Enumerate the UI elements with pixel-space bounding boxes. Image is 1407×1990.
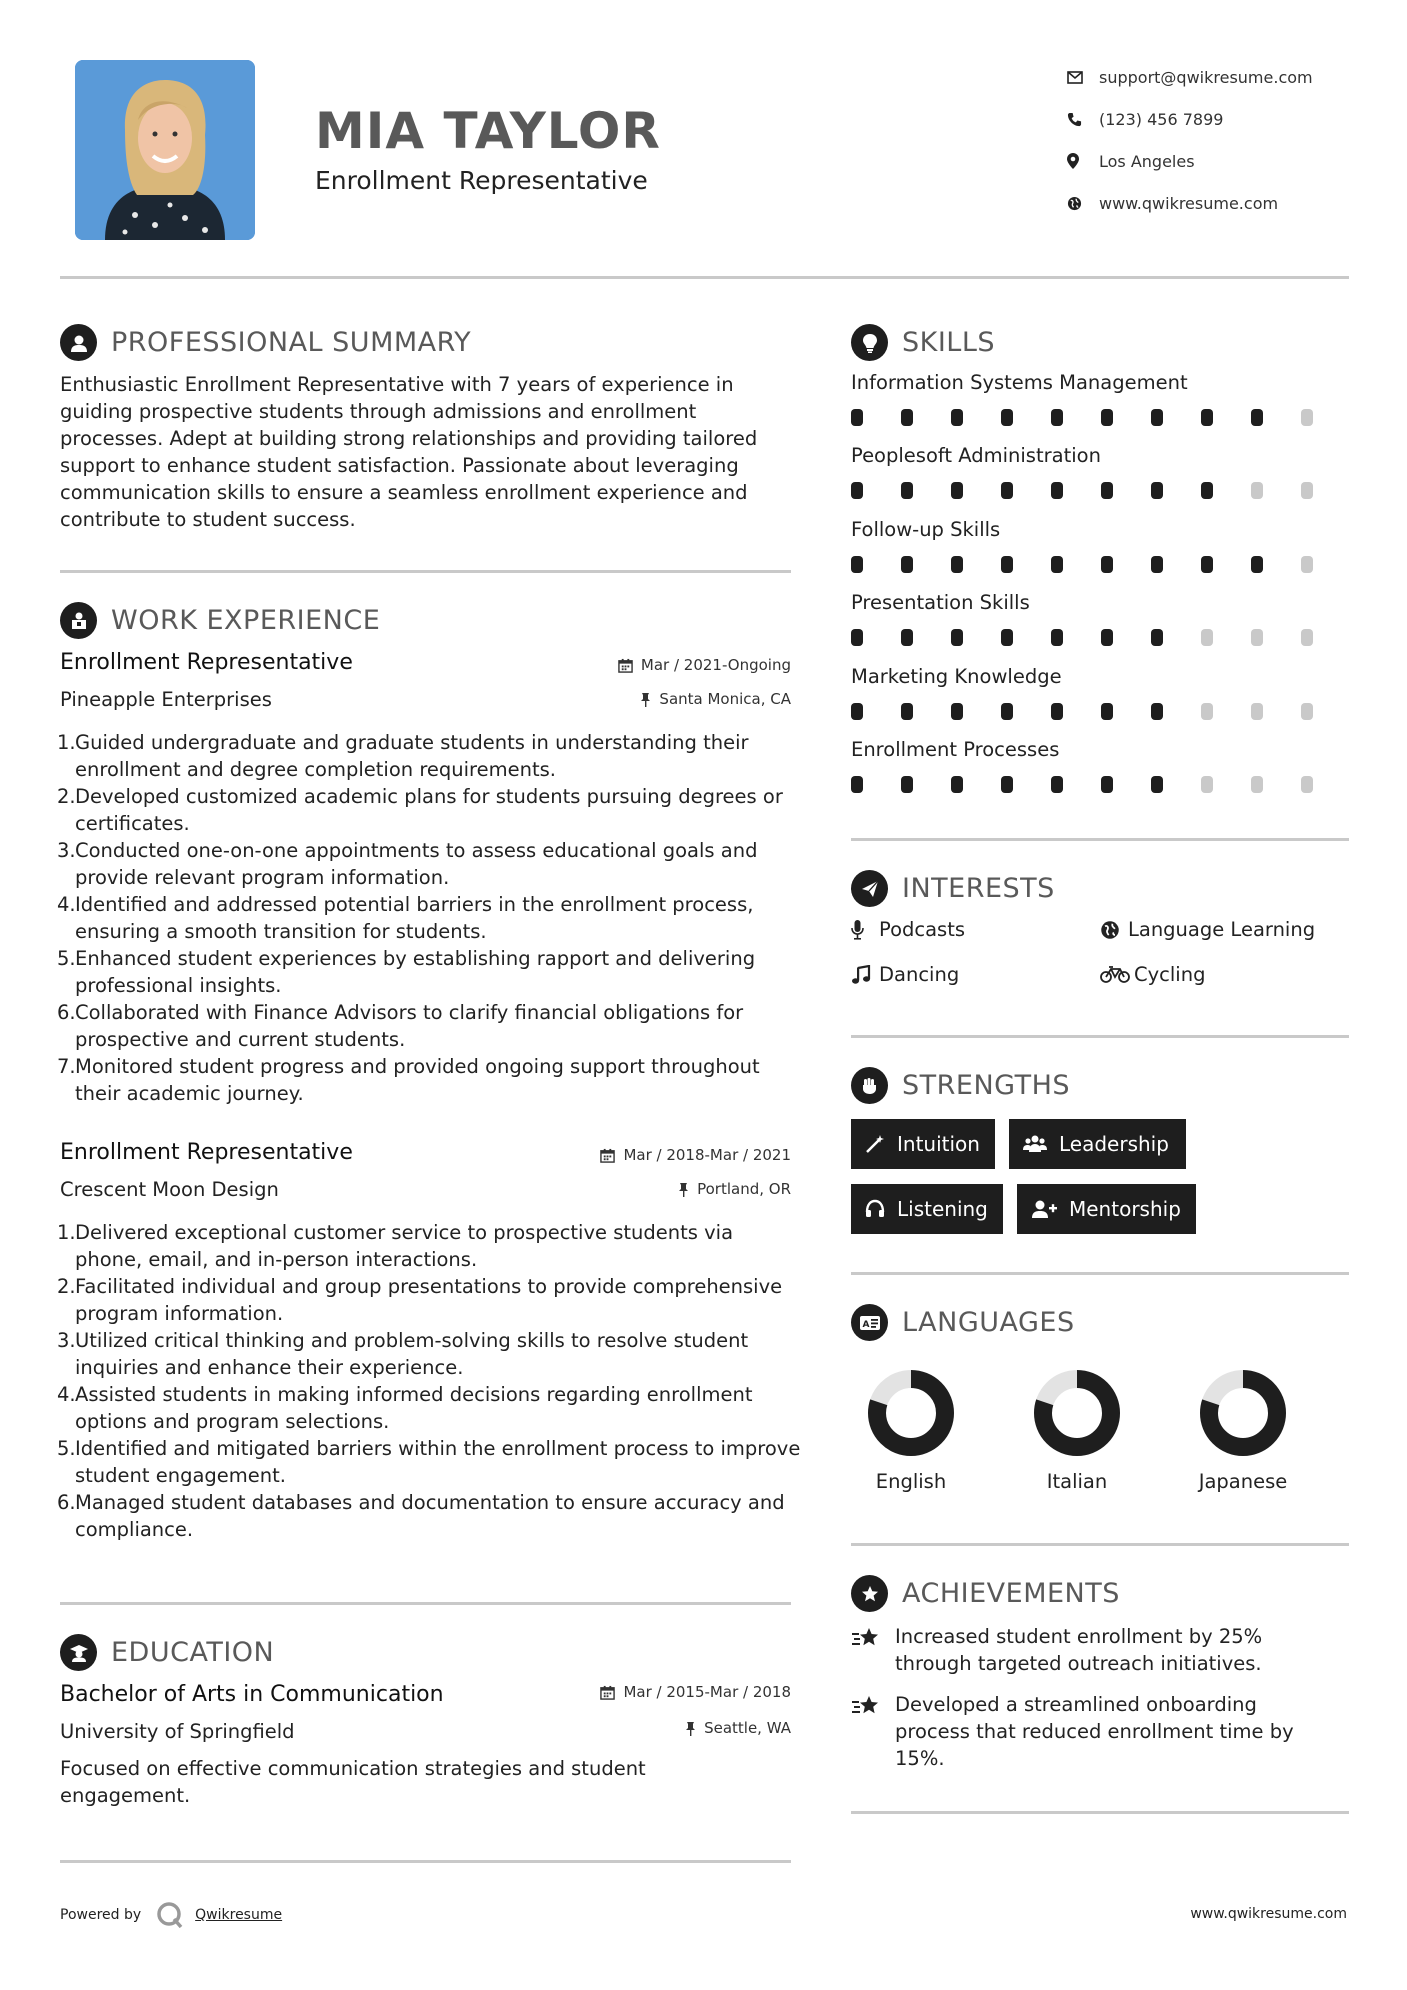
rating-dot [1101,482,1113,499]
education-dates [500,1683,791,1701]
work-heading [60,602,380,639]
bicycle-icon [1100,966,1134,984]
user-plus-icon [1031,1199,1057,1219]
job-2-location [500,1180,791,1198]
calendar-icon [600,1685,615,1700]
skill-row [851,518,1351,573]
rating-dot [1051,482,1063,499]
strength-label: Leadership [1059,1132,1169,1156]
achievement-text: Developed a streamlined onboarding process that reduced enrollment time by 15%. [895,1693,1294,1770]
rating-dot [1051,703,1063,720]
list-item: 2. Facilitated individual and group presentations to provide comprehensive program information. [57,1275,783,1325]
star-badge-icon [851,1575,888,1612]
rating-dot [901,482,913,499]
rating-dot [1301,556,1313,573]
achievement-item-1 [851,1623,1335,1677]
skill-rating [851,629,1351,646]
rating-dot [1001,556,1013,573]
magic-wand-icon [865,1134,885,1154]
language-label: English [875,1470,947,1493]
list-item: 4. Assisted students in making informed decisions regarding enrollment options and program selections. [57,1383,753,1433]
interest-label: Cycling [1134,963,1206,986]
list-item: 3. Conducted one-on-one appointments to assess educational goals and provide relevant program information. [57,839,758,889]
footer-website[interactable]: www.qwikresume.com [1190,1906,1347,1922]
education-dates-text: Mar / 2015-Mar / 2018 [623,1683,791,1701]
job-1-dates-text: Mar / 2021-Ongoing [640,656,791,674]
job-1-dates [500,656,791,674]
rating-dot [1151,482,1163,499]
job-2-company: Crescent Moon Design [60,1178,279,1201]
list-item: 5. Enhanced student experiences by establishing rapport and delivering professional insights. [57,947,756,997]
education-location [500,1719,791,1737]
rating-dot [851,556,863,573]
strength-badge-intuition [851,1119,995,1169]
skill-row [851,591,1351,646]
star-trophy-icon [851,1691,895,1772]
list-item: 1. Guided undergraduate and graduate students in understanding their enrollment and degree completion requirements. [57,731,749,781]
achievement-item-2 [851,1691,1335,1772]
rating-dot [1251,776,1263,793]
skills-title: SKILLS [902,327,996,358]
achievements-heading [851,1575,1120,1612]
rating-dot [1301,409,1313,426]
interest-dancing [851,963,959,986]
job-2-dates-text: Mar / 2018-Mar / 2021 [623,1146,791,1164]
rating-dot [901,629,913,646]
work-title: WORK EXPERIENCE [111,605,381,636]
skill-name: Presentation Skills [851,591,1030,614]
headphones-icon [865,1199,885,1219]
language-level-ring [866,1368,956,1458]
microphone-icon [851,920,879,940]
achievements-title: ACHIEVEMENTS [902,1578,1120,1609]
rating-dot [1251,556,1263,573]
contact-email[interactable] [1063,56,1363,98]
contact-website-text: www.qwikresume.com [1099,193,1279,213]
skill-rating [851,703,1351,720]
contact-list [1063,56,1363,224]
list-item: 6. Managed student databases and documentation to ensure accuracy and compliance. [57,1491,785,1541]
rating-dot [1301,776,1313,793]
list-item: 5. Identified and mitigated barriers within the enrollment process to improve student engagement. [57,1437,801,1487]
contact-phone-text: (123) 456 7899 [1099,109,1224,129]
work-divider [60,1602,791,1605]
qwikresume-logo-icon [155,1900,185,1930]
rating-dot [1251,629,1263,646]
education-description: Focused on effective communication strategies and student engagement. [60,1757,646,1807]
rating-dot [1001,703,1013,720]
rating-dot [1201,703,1213,720]
rating-dot [1151,703,1163,720]
skill-row [851,665,1351,720]
job-1-title: Enrollment Representative [60,650,353,675]
paper-plane-icon [851,870,888,907]
rating-dot [1201,776,1213,793]
contact-phone[interactable] [1063,98,1363,140]
summary-heading [60,324,471,361]
skill-name: Information Systems Management [851,371,1188,394]
job-1-location [500,690,791,708]
qwikresume-link[interactable]: Qwikresume [195,1907,283,1923]
strength-badge-listening [851,1184,1003,1234]
languages-title: LANGUAGES [902,1307,1075,1338]
contact-location-text: Los Angeles [1099,151,1195,171]
list-item: 7. Monitored student progress and provided ongoing support throughout their academic journey. [57,1055,760,1105]
interest-cycling [1100,963,1205,986]
education-school: University of Springfield [60,1720,295,1743]
rating-dot [1001,776,1013,793]
skill-row [851,371,1351,426]
music-note-icon [851,965,879,985]
job-1-bullets [57,729,802,1107]
list-item: 1. Delivered exceptional customer service to prospective students via phone, email, and in-person interactions. [57,1221,734,1271]
calendar-icon [600,1148,615,1163]
rating-dot [1151,409,1163,426]
achievements-divider [851,1811,1349,1814]
skill-name: Marketing Knowledge [851,665,1062,688]
interest-label: Dancing [879,963,960,986]
rating-dot [851,409,863,426]
rating-dot [1001,409,1013,426]
rating-dot [1251,409,1263,426]
rating-dot [1101,629,1113,646]
rating-dot [1301,482,1313,499]
rating-dot [951,409,963,426]
rating-dot [1051,409,1063,426]
skill-rating [851,776,1351,793]
rating-dot [1051,556,1063,573]
powered-by-text: Powered by [60,1907,142,1923]
interest-label: Podcasts [879,918,966,941]
job-2-title: Enrollment Representative [60,1140,353,1165]
language-label: Japanese [1198,1470,1288,1493]
skill-row [851,444,1351,499]
rating-dot [901,776,913,793]
language-label: Italian [1046,1470,1108,1493]
rating-dot [1201,629,1213,646]
skill-name: Peoplesoft Administration [851,444,1101,467]
interest-podcasts [851,918,965,941]
strengths-divider [851,1272,1349,1275]
job-2-bullets [57,1219,802,1543]
language-card-icon [851,1304,888,1341]
skill-row [851,738,1351,793]
header-divider [60,276,1349,279]
list-item: 2. Developed customized academic plans for students pursuing degrees or certificates. [57,785,783,835]
rating-dot [851,629,863,646]
rating-dot [1101,409,1113,426]
summary-divider [60,570,791,573]
contact-location [1063,140,1363,182]
rating-dot [951,703,963,720]
skills-divider [851,838,1349,841]
list-item: 6. Collaborated with Finance Advisors to clarify financial obligations for prospective and current students. [57,1001,744,1051]
rating-dot [851,776,863,793]
rating-dot [1101,776,1113,793]
strength-label: Mentorship [1069,1197,1181,1221]
rating-dot [1301,703,1313,720]
education-location-text: Seattle, WA [704,1719,791,1737]
candidate-name: MIA TAYLOR [315,102,661,160]
skill-rating [851,482,1351,499]
rating-dot [1301,629,1313,646]
profile-photo [75,60,255,240]
language-item [1173,1368,1313,1493]
skill-name: Follow-up Skills [851,518,1001,541]
languages-divider [851,1543,1349,1546]
language-item [841,1368,981,1493]
rating-dot [1101,556,1113,573]
footer-powered-by [60,1900,282,1930]
pin-icon [678,1182,689,1197]
summary-title: PROFESSIONAL SUMMARY [111,327,472,358]
fist-icon [851,1067,888,1104]
interests-title: INTERESTS [902,873,1055,904]
summary-text: Enthusiastic Enrollment Representative with 7 years of experience in guiding prospective students through admissions and enrollment processes. Adept at building strong relationships and providing tailored support to enhance student satisfaction. Passionate about leveraging communication skills to ensure a seamless enrollment experience and contribute to student success. [60,373,758,531]
rating-dot [851,482,863,499]
interest-language-learning [1100,918,1315,941]
achievement-text: Increased student enrollment by 25% through targeted outreach initiatives. [895,1625,1263,1675]
phone-icon [1063,112,1099,127]
language-level-ring [1198,1368,1288,1458]
interest-label: Language Learning [1128,918,1316,941]
star-trophy-icon [851,1623,895,1677]
list-item: 4. Identified and addressed potential barriers in the enrollment process, ensuring a smooth transition for students. [57,893,754,943]
skill-name: Enrollment Processes [851,738,1060,761]
globe-icon [1100,920,1128,940]
contact-website[interactable] [1063,182,1363,224]
rating-dot [1201,556,1213,573]
rating-dot [1201,409,1213,426]
job-2-dates [500,1146,791,1164]
calendar-icon [618,658,633,673]
envelope-icon [1063,71,1099,84]
contact-email-text: support@qwikresume.com [1099,67,1313,87]
strengths-heading [851,1067,1070,1104]
education-degree: Bachelor of Arts in Communication [60,1682,444,1707]
graduation-icon [60,1634,97,1671]
education-divider [60,1860,791,1863]
rating-dot [1001,629,1013,646]
pin-icon [640,692,651,707]
skill-rating [851,556,1351,573]
candidate-title: Enrollment Representative [315,166,648,195]
rating-dot [1001,482,1013,499]
interests-heading [851,870,1055,907]
languages-heading [851,1304,1075,1341]
rating-dot [901,409,913,426]
map-marker-icon [1063,153,1099,169]
users-icon [1023,1134,1047,1154]
skill-rating [851,409,1351,426]
rating-dot [951,629,963,646]
globe-icon [1063,196,1099,211]
job-2-location-text: Portland, OR [697,1180,791,1198]
briefcase-user-icon [60,602,97,639]
education-heading [60,1634,274,1671]
rating-dot [901,556,913,573]
strength-label: Intuition [897,1132,980,1156]
job-1-company: Pineapple Enterprises [60,688,272,711]
strength-badge-leadership [1009,1119,1186,1169]
language-item [1007,1368,1147,1493]
rating-dot [951,556,963,573]
lightbulb-icon [851,324,888,361]
interests-divider [851,1035,1349,1038]
rating-dot [951,776,963,793]
rating-dot [1251,703,1263,720]
list-item: 3. Utilized critical thinking and problem-solving skills to resolve student inquiries and enhance their experience. [57,1329,749,1379]
strengths-title: STRENGTHS [902,1070,1071,1101]
rating-dot [901,703,913,720]
rating-dot [1101,703,1113,720]
job-1-location-text: Santa Monica, CA [659,690,791,708]
rating-dot [1051,629,1063,646]
rating-dot [1051,776,1063,793]
strength-badge-mentorship [1017,1184,1196,1234]
skills-heading [851,324,995,361]
language-level-ring [1032,1368,1122,1458]
rating-dot [1251,482,1263,499]
rating-dot [1151,776,1163,793]
rating-dot [1151,629,1163,646]
rating-dot [951,482,963,499]
education-title: EDUCATION [111,1637,275,1668]
pin-icon [685,1721,696,1736]
strength-label: Listening [897,1197,988,1221]
svg-text:A: A [862,1319,869,1330]
rating-dot [1151,556,1163,573]
user-icon [60,324,97,361]
rating-dot [851,703,863,720]
rating-dot [1201,482,1213,499]
